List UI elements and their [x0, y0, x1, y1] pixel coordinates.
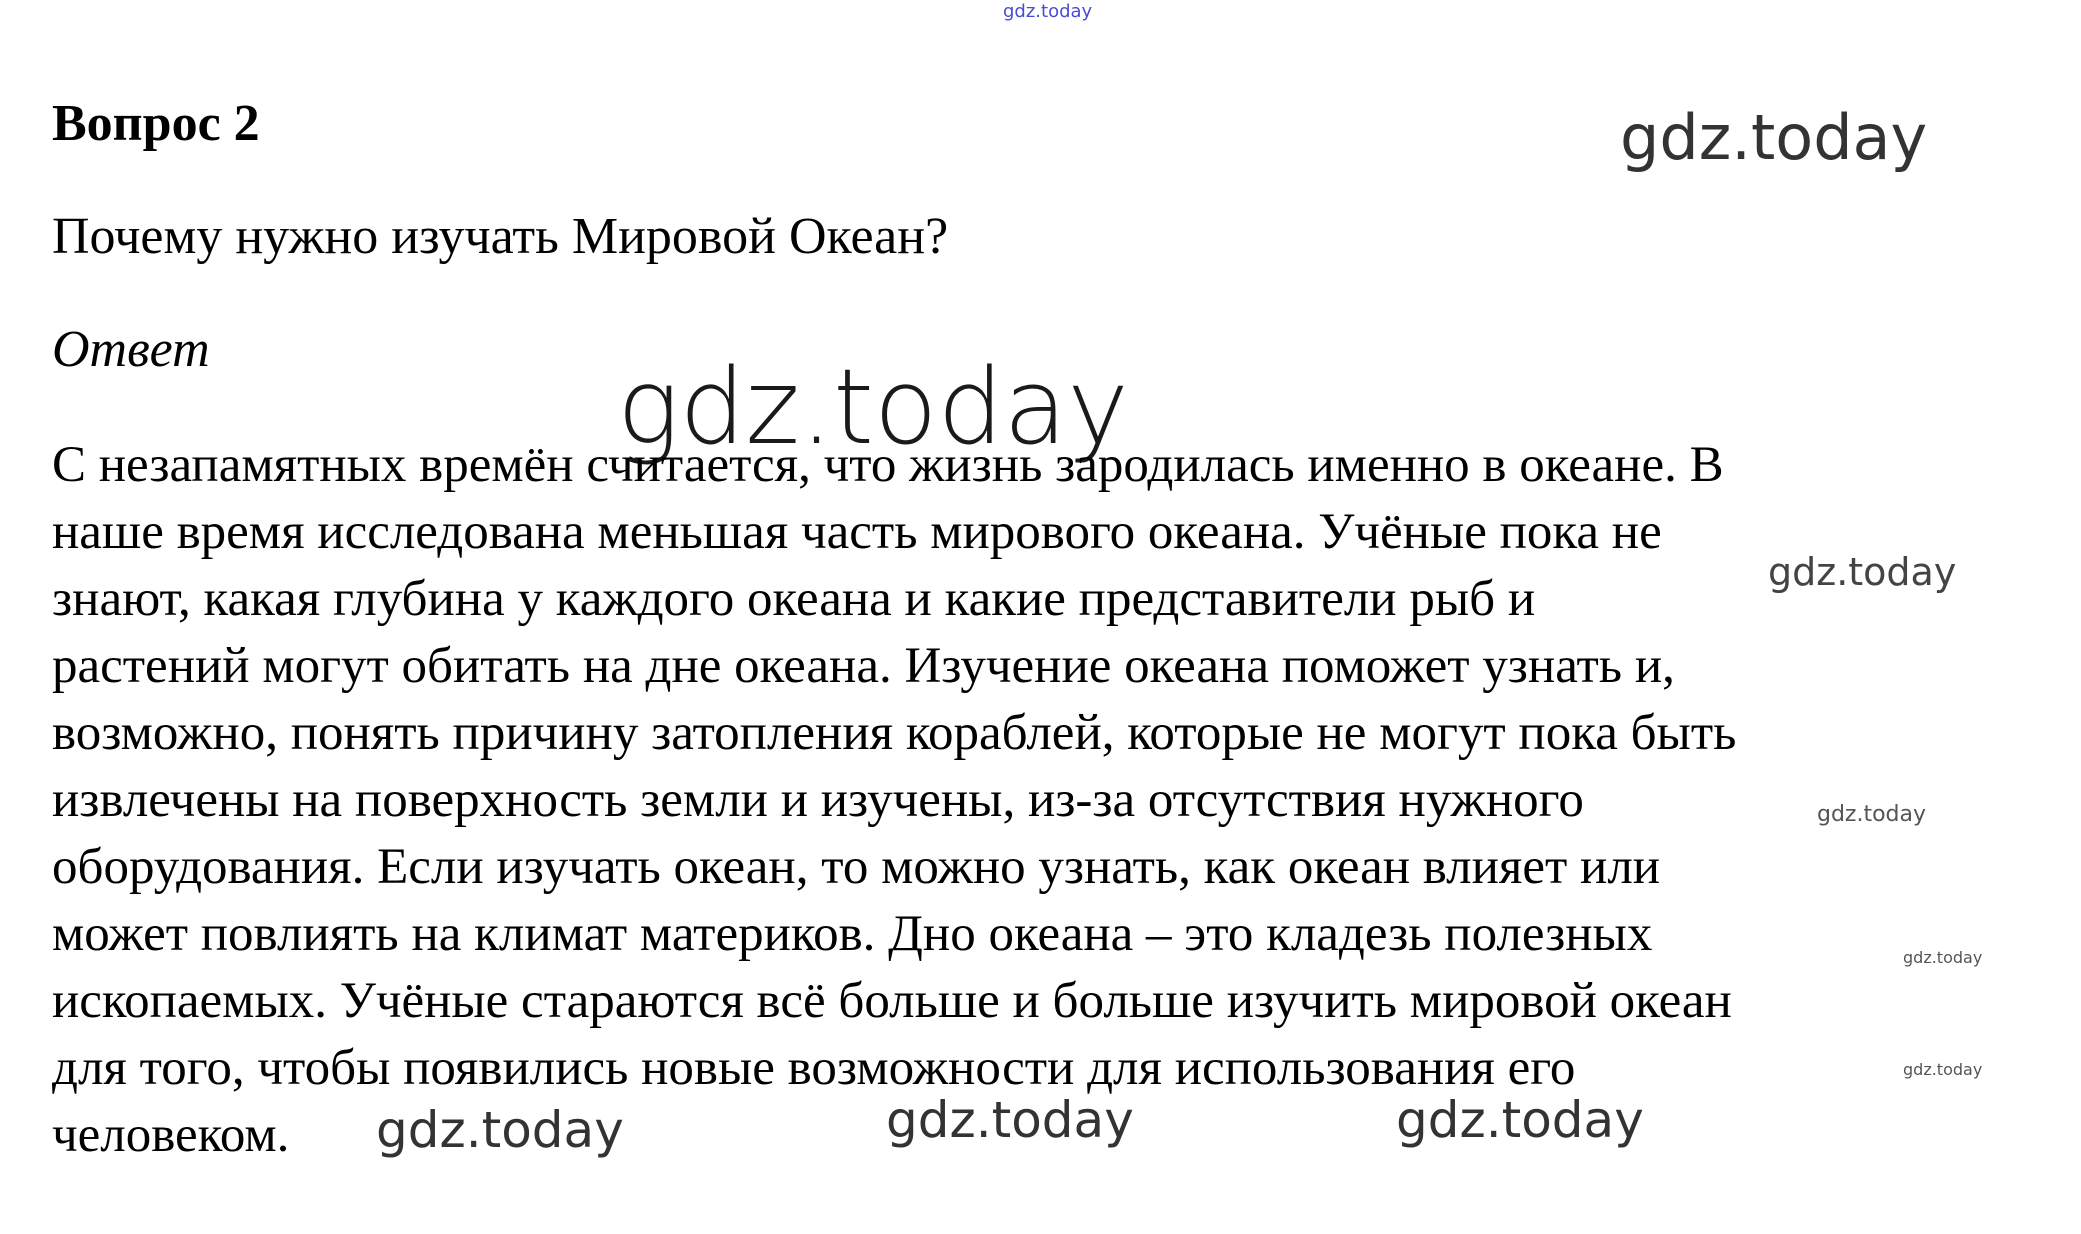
answer-line: оборудования. Если изучать океан, то можно узнать, как океан влияет или [52, 839, 1661, 895]
question-heading: Вопрос 2 [52, 95, 260, 152]
answer-line: знают, какая глубина у каждого океана и какие представители рыб и [52, 571, 1536, 627]
answer-line: ископаемых. Учёные стараются всё больше и больше изучить мировой океан [52, 973, 1732, 1029]
answer-line: для того, чтобы появились новые возможности для использования его [52, 1040, 1576, 1096]
watermark-top: gdz.today [1003, 1, 1093, 22]
watermark: gdz.today [1768, 550, 1957, 594]
answer-label: Ответ [52, 321, 210, 378]
answer-line: С незапамятных времён считается, что жизнь зародилась именно в океане. В [52, 437, 1724, 493]
watermark-large: gdz.today [617, 346, 1129, 468]
answer-line: извлечены на поверхность земли и изучены, из-за отсутствия нужного [52, 772, 1584, 828]
answer-line: человеком. [52, 1107, 290, 1163]
answer-text [52, 432, 2032, 1169]
answer-line: наше время исследована меньшая часть мирового океана. Учёные пока не [52, 504, 1662, 560]
watermark: gdz.today [1620, 101, 1928, 174]
answer-line: растений могут обитать на дне океана. Изучение океана поможет узнать и, [52, 638, 1675, 694]
watermark: gdz.today [1903, 948, 1983, 967]
watermark: gdz.today [1817, 802, 1927, 827]
question-text: Почему нужно изучать Мировой Океан? [52, 208, 949, 265]
answer-line: может повлиять на климат материков. Дно океана – это кладезь полезных [52, 906, 1653, 962]
watermark: gdz.today [376, 1101, 624, 1159]
watermark: gdz.today [1903, 1060, 1983, 1079]
watermark: gdz.today [1396, 1091, 1644, 1149]
watermark: gdz.today [886, 1091, 1134, 1149]
answer-line: возможно, понять причину затопления кораблей, которые не могут пока быть [52, 705, 1737, 761]
